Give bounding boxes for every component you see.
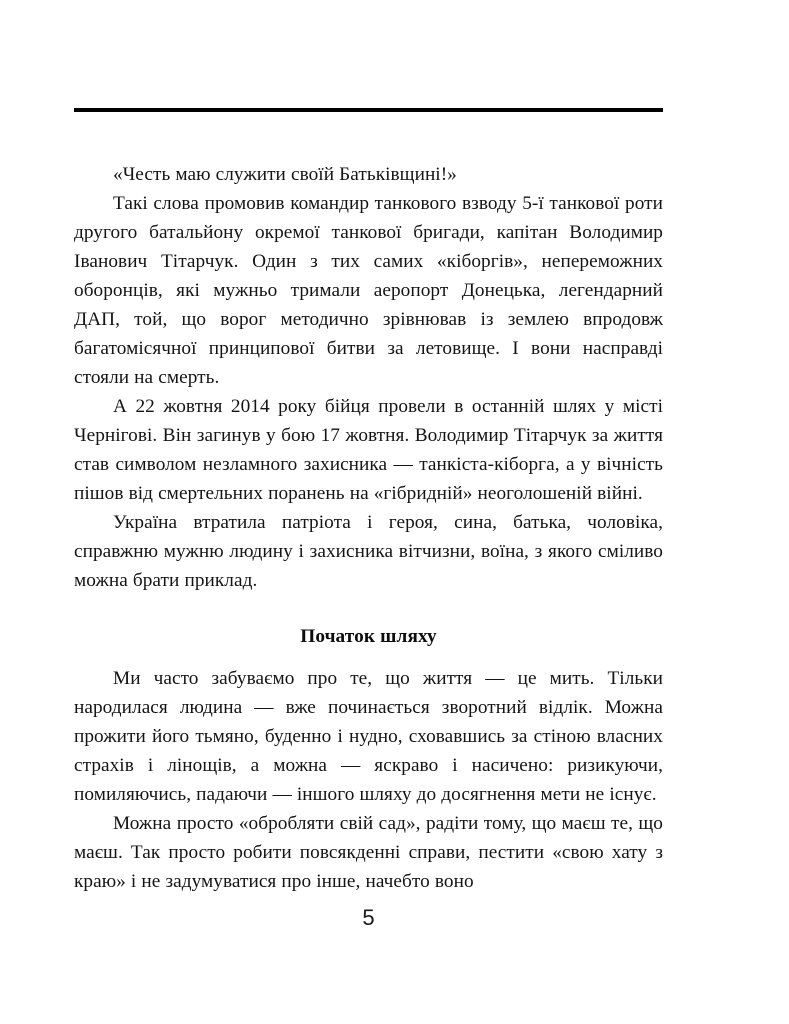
paragraph-1: Такі слова промовив командир танкового взводу 5-ї танкової роти другого батальйону окремої танкової бригади, капітан Володимир Іванович Тітарчук. Один з тих самих «кіборгів», непереможних оборонців, які мужньо тримали аеропорт Донецька, легендарний ДАП, той, що ворог методично зрівнював із землею впродовж багатомісячної принципової битви за летовище. І вони насправді стояли на смерть. (74, 193, 663, 388)
header-rule-divider (74, 108, 663, 112)
body-text-column (74, 160, 663, 896)
page-number: 5 (362, 905, 375, 930)
paragraph-quote: «Честь маю служити своїй Батьківщині!» (113, 164, 457, 185)
section-heading: Початок шляху (300, 626, 437, 647)
paragraph-3: Україна втратила патріота і героя, сина, батька, чоловіка, справжню мужню людину і захисника вітчизни, воїна, з якого сміливо можна брати приклад. (74, 512, 663, 591)
paragraph-5: Можна просто «обробляти свій сад», радіти тому, що маєш те, що маєш. Так просто робити повсякденні справи, пестити «свою хату з краю» і не задумуватися про інше, начебто воно (74, 813, 663, 892)
paragraph-2: А 22 жовтня 2014 року бійця провели в останній шлях у місті Чернігові. Він загинув у бою 17 жовтня. Володимир Тітарчук за життя став символом незламного захисника — танкіста-кіборга, а у вічність пішов від смертельних поранень на «гібридній» неоголошеній війні. (74, 396, 663, 504)
paragraph-4: Ми часто забуваємо про те, що життя — це мить. Тільки народилася людина — вже починається зворотний відлік. Можна прожити його тьмяно, буденно і нудно, сховавшись за стіною власних страхів і лінощів, а можна — яскраво і насичено: ризикуючи, помиляючись, падаючи — іншого шляху до досягнення мети не існує. (74, 668, 663, 805)
page-content-block (74, 108, 663, 896)
